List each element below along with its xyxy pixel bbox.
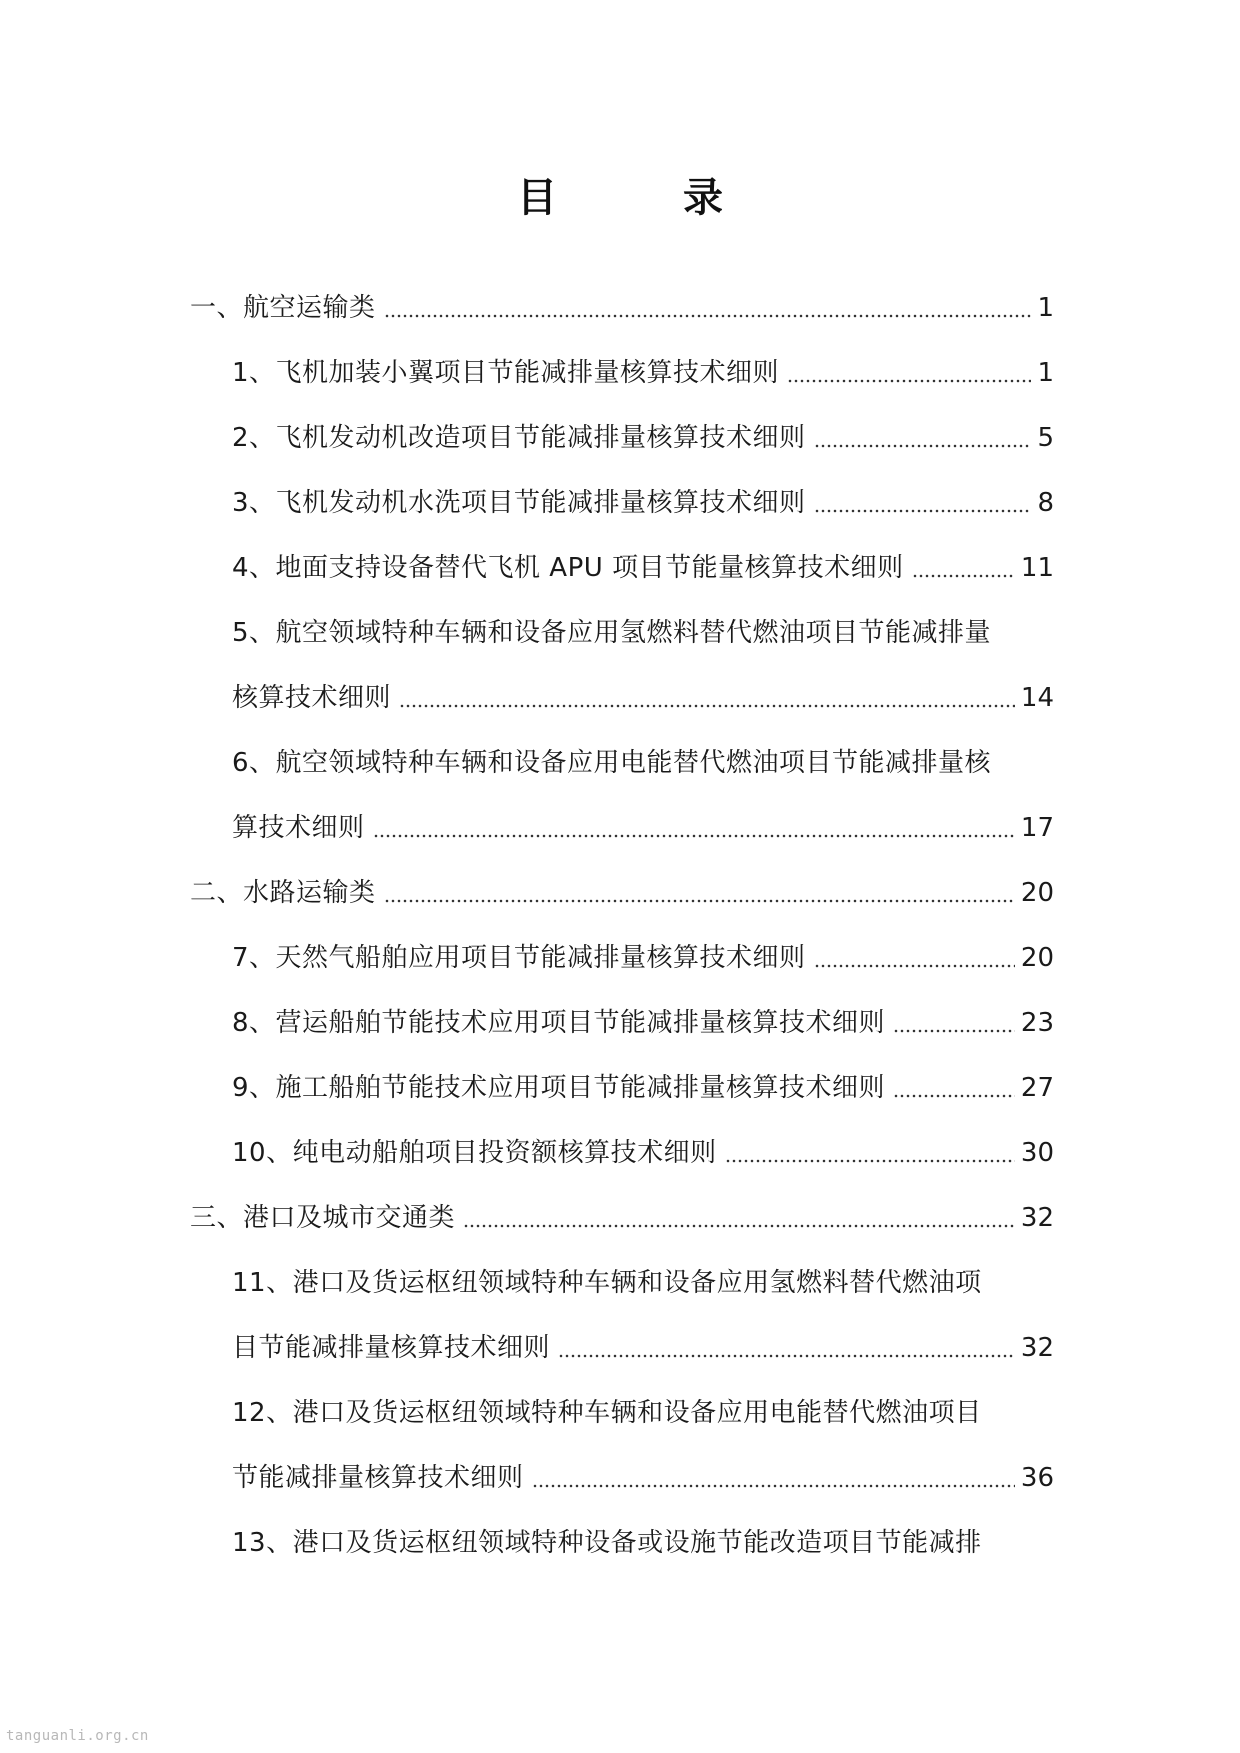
- toc-leader-dots: [787, 379, 1031, 383]
- toc-leader-dots: [814, 444, 1032, 448]
- toc-entry-item-5-continued[interactable]: [232, 676, 1054, 720]
- toc-entry-item-2[interactable]: [232, 416, 1054, 460]
- toc-entry-item-6-continued[interactable]: [232, 806, 1054, 850]
- toc-leader-dots: [814, 964, 1015, 968]
- toc-entry-text: 二、水路运输类: [190, 878, 376, 908]
- toc-entry-item-11[interactable]: [232, 1261, 1054, 1305]
- toc-page-number: 32: [1020, 1203, 1054, 1233]
- toc-page-number: 20: [1020, 878, 1054, 908]
- toc-entry-item-6[interactable]: [232, 741, 1054, 785]
- toc-entry-text-continued: 核算技术细则: [232, 683, 392, 713]
- toc-leader-dots: [384, 314, 1032, 318]
- toc-entry-item-12-continued[interactable]: [232, 1456, 1054, 1500]
- toc-page-number: 36: [1020, 1463, 1054, 1493]
- toc-entry-text: 1、飞机加装小翼项目节能减排量核算技术细则: [232, 358, 780, 388]
- toc-entry-text: 3、飞机发动机水洗项目节能减排量核算技术细则: [232, 488, 806, 518]
- toc-entry-text: 11、港口及货运枢纽领域特种车辆和设备应用氢燃料替代燃油项: [232, 1268, 982, 1298]
- toc-entry-text-continued: 算技术细则: [232, 813, 365, 843]
- toc-page-number: 20: [1020, 943, 1054, 973]
- toc-leader-dots: [912, 574, 1015, 578]
- toc-leader-dots: [893, 1094, 1015, 1098]
- toc-entry-text: 5、航空领域特种车辆和设备应用氢燃料替代燃油项目节能减排量: [232, 618, 992, 648]
- toc-leader-dots: [463, 1224, 1015, 1228]
- toc-entry-text: 13、港口及货运枢纽领域特种设备或设施节能改造项目节能减排: [232, 1528, 982, 1558]
- toc-entry-section-3[interactable]: [190, 1196, 1054, 1240]
- toc-entry-item-8[interactable]: [232, 1001, 1054, 1045]
- toc-page-number: 23: [1020, 1008, 1054, 1038]
- toc-leader-dots: [814, 509, 1032, 513]
- toc-leader-dots: [373, 834, 1015, 838]
- toc-entry-section-1[interactable]: [190, 286, 1054, 330]
- toc-entry-item-1[interactable]: [232, 351, 1054, 395]
- toc-entry-item-10[interactable]: [232, 1131, 1054, 1175]
- toc-leader-dots: [893, 1029, 1015, 1033]
- toc-page-number: 5: [1037, 423, 1054, 453]
- toc-page-number: 8: [1037, 488, 1054, 518]
- toc-page-number: 14: [1020, 683, 1054, 713]
- toc-leader-dots: [558, 1354, 1015, 1358]
- toc-entry-item-7[interactable]: [232, 936, 1054, 980]
- toc-page-number: 30: [1020, 1138, 1054, 1168]
- toc-page-number: 17: [1020, 813, 1054, 843]
- toc-page-number: 27: [1020, 1073, 1054, 1103]
- toc-entry-item-12[interactable]: [232, 1391, 1054, 1435]
- toc-entry-section-2[interactable]: [190, 871, 1054, 915]
- toc-entry-item-4[interactable]: [232, 546, 1054, 590]
- toc-entry-text: 8、营运船舶节能技术应用项目节能减排量核算技术细则: [232, 1008, 886, 1038]
- toc-entry-item-11-continued[interactable]: [232, 1326, 1054, 1370]
- toc-entry-text: 9、施工船舶节能技术应用项目节能减排量核算技术细则: [232, 1073, 886, 1103]
- toc-leader-dots: [725, 1159, 1015, 1163]
- toc-page-number: 11: [1020, 553, 1054, 583]
- toc-leader-dots: [532, 1484, 1015, 1488]
- toc-leader-dots: [384, 899, 1015, 903]
- toc-page-number: 1: [1037, 358, 1054, 388]
- toc-entry-text: 4、地面支持设备替代飞机 APU 项目节能量核算技术细则: [232, 553, 904, 583]
- toc-entry-text: 一、航空运输类: [190, 293, 376, 323]
- page-title: 目 录: [517, 174, 779, 221]
- toc-entry-text-continued: 节能减排量核算技术细则: [232, 1463, 524, 1493]
- toc-entry-item-5[interactable]: [232, 611, 1054, 655]
- toc-entry-text-continued: 目节能减排量核算技术细则: [232, 1333, 551, 1363]
- toc-entry-text: 三、港口及城市交通类: [190, 1203, 456, 1233]
- toc-page-number: 32: [1020, 1333, 1054, 1363]
- toc-entry-text: 2、飞机发动机改造项目节能减排量核算技术细则: [232, 423, 806, 453]
- toc-leader-dots: [399, 704, 1015, 708]
- toc-entry-text: 10、纯电动船舶项目投资额核算技术细则: [232, 1138, 717, 1168]
- toc-entry-item-3[interactable]: [232, 481, 1054, 525]
- toc-entry-text: 7、天然气船舶应用项目节能减排量核算技术细则: [232, 943, 806, 973]
- toc-entry-item-9[interactable]: [232, 1066, 1054, 1110]
- toc-entry-text: 12、港口及货运枢纽领域特种车辆和设备应用电能替代燃油项目: [232, 1398, 982, 1428]
- toc-page-number: 1: [1037, 293, 1054, 323]
- toc-entry-item-13[interactable]: [232, 1521, 1054, 1565]
- toc-entry-text: 6、航空领域特种车辆和设备应用电能替代燃油项目节能减排量核: [232, 748, 992, 778]
- site-watermark: tanguanli.org.cn: [6, 1728, 149, 1744]
